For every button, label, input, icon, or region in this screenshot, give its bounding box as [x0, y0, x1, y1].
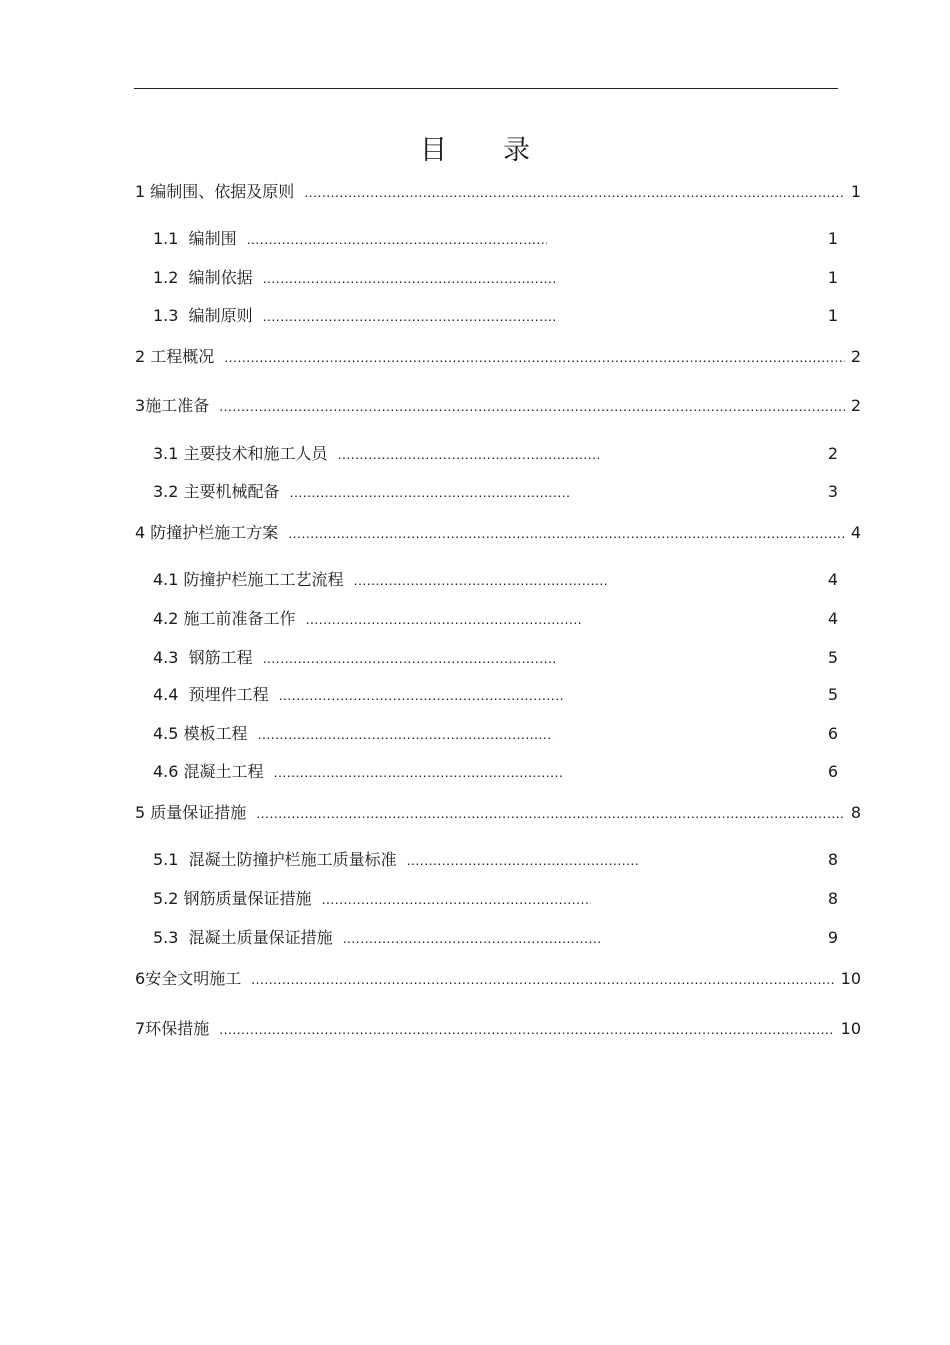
toc-entry-page: 8 — [850, 803, 861, 822]
dot-leader — [338, 443, 599, 465]
toc-entry[interactable] — [135, 522, 861, 544]
toc-subentry[interactable] — [153, 684, 569, 706]
dot-leader — [256, 802, 845, 824]
toc-subentry[interactable] — [153, 761, 569, 783]
dot-leader — [290, 481, 571, 503]
toc-title-left: 目 — [420, 135, 447, 166]
dot-leader — [279, 684, 563, 706]
toc-entry-page: 4 — [827, 570, 838, 589]
toc-entry-number: 5.2 — [153, 889, 179, 908]
toc-title — [0, 128, 950, 167]
toc-entry[interactable] — [135, 1018, 861, 1040]
toc-entry-label: 编制围 — [188, 229, 237, 248]
toc-entry-label: 编制原则 — [188, 306, 253, 325]
toc-entry-number: 1.3 — [153, 306, 179, 325]
toc-entry-label: 编制依据 — [188, 268, 253, 287]
toc-entry-page: 1 — [827, 229, 838, 248]
toc-entry-number: 2 — [135, 347, 146, 366]
toc-entry-page: 6 — [827, 724, 838, 743]
toc-entry-label: 防撞护栏施工方案 — [150, 523, 279, 542]
dot-leader — [219, 395, 845, 417]
toc-subentry[interactable] — [153, 927, 607, 949]
toc-entry-page: 4 — [827, 609, 838, 628]
toc-subentry[interactable] — [153, 305, 561, 327]
toc-entry-number: 3 — [135, 396, 146, 415]
toc-entry-page: 10 — [840, 969, 861, 988]
toc-entry-label: 施工前准备工作 — [183, 609, 296, 628]
toc-entry-label: 混凝土工程 — [183, 762, 264, 781]
toc-entry-label: 安全文明施工 — [145, 969, 242, 988]
dot-leader — [247, 228, 547, 250]
toc-entry-label: 主要机械配备 — [183, 482, 280, 501]
dot-leader — [304, 181, 845, 203]
dot-leader — [354, 569, 609, 591]
dot-leader — [306, 608, 581, 630]
toc-entry-number: 3.1 — [153, 444, 179, 463]
toc-entry-page: 2 — [850, 396, 861, 415]
dot-leader — [263, 647, 555, 669]
toc-entry-page: 1 — [850, 182, 861, 201]
toc-entry-label: 防撞护栏施工工艺流程 — [183, 570, 344, 589]
toc-entry-number: 5.1 — [153, 850, 179, 869]
toc-entry-number: 3.2 — [153, 482, 179, 501]
toc-entry[interactable] — [135, 802, 861, 824]
toc-entry[interactable] — [135, 181, 861, 203]
toc-entry-page: 8 — [827, 850, 838, 869]
toc-subentry[interactable] — [153, 888, 597, 910]
dot-leader — [343, 927, 601, 949]
toc-entry-label: 主要技术和施工人员 — [183, 444, 328, 463]
toc-title-right: 录 — [503, 135, 530, 166]
toc-entry-label: 模板工程 — [183, 724, 248, 743]
toc-entry-number: 4.4 — [153, 685, 179, 704]
toc-entry-number: 4.3 — [153, 648, 179, 667]
toc-subentry[interactable] — [153, 228, 553, 250]
toc-entry-label: 环保措施 — [145, 1019, 210, 1038]
toc-entry-number: 7 — [135, 1019, 146, 1038]
toc-entry-page: 9 — [827, 928, 838, 947]
toc-entry-number: 5.3 — [153, 928, 179, 947]
dot-leader — [219, 1018, 834, 1040]
toc-entry-label: 钢筋质量保证措施 — [183, 889, 312, 908]
toc-entry-number: 5 — [135, 803, 146, 822]
toc-subentry[interactable] — [153, 849, 645, 871]
dot-leader — [263, 305, 555, 327]
toc-entry-label: 施工准备 — [145, 396, 210, 415]
toc-subentry[interactable] — [153, 267, 561, 289]
toc-entry-page: 3 — [827, 482, 838, 501]
dot-leader — [263, 267, 555, 289]
toc-entry-page: 4 — [850, 523, 861, 542]
toc-entry-label: 钢筋工程 — [188, 648, 253, 667]
toc-subentry[interactable] — [153, 608, 587, 630]
toc-entry-number: 4.1 — [153, 570, 179, 589]
toc-entry-number: 1.2 — [153, 268, 179, 287]
header-rule — [134, 88, 838, 89]
toc-entry-page: 8 — [827, 889, 838, 908]
toc-entry-label: 预埋件工程 — [188, 685, 269, 704]
toc-entry-page: 2 — [850, 347, 861, 366]
toc-entry-page: 5 — [827, 648, 838, 667]
toc-subentry[interactable] — [153, 569, 615, 591]
toc-entry-number: 1.1 — [153, 229, 179, 248]
toc-entry-label: 混凝土防撞护栏施工质量标准 — [188, 850, 397, 869]
toc-subentry[interactable] — [153, 647, 561, 669]
toc-entry-number: 4.2 — [153, 609, 179, 628]
dot-leader — [224, 346, 845, 368]
toc-entry-label: 工程概况 — [150, 347, 215, 366]
toc-entry-number: 4.5 — [153, 724, 179, 743]
toc-entry-page: 2 — [827, 444, 838, 463]
toc-entry[interactable] — [135, 968, 861, 990]
toc-entry-number: 4 — [135, 523, 146, 542]
toc-entry-label: 编制围、依据及原则 — [150, 182, 295, 201]
dot-leader — [274, 761, 563, 783]
dot-leader — [407, 849, 639, 871]
toc-entry-number: 4.6 — [153, 762, 179, 781]
toc-entry-page: 1 — [827, 268, 838, 287]
dot-leader — [322, 888, 591, 910]
toc-entry-label: 混凝土质量保证措施 — [188, 928, 333, 947]
toc-entry-page: 1 — [827, 306, 838, 325]
toc-subentry[interactable] — [153, 723, 559, 745]
dot-leader — [258, 723, 553, 745]
toc-entry-number: 1 — [135, 182, 146, 201]
toc-entry[interactable] — [135, 346, 861, 368]
dot-leader — [288, 522, 845, 544]
toc-entry-page: 10 — [840, 1019, 861, 1038]
toc-entry-page: 6 — [827, 762, 838, 781]
dot-leader — [251, 968, 834, 990]
toc-entry-page: 5 — [827, 685, 838, 704]
toc-entry[interactable] — [135, 395, 861, 417]
toc-entry-label: 质量保证措施 — [150, 803, 247, 822]
toc-subentry[interactable] — [153, 481, 577, 503]
toc-entry-number: 6 — [135, 969, 146, 988]
toc-subentry[interactable] — [153, 443, 605, 465]
